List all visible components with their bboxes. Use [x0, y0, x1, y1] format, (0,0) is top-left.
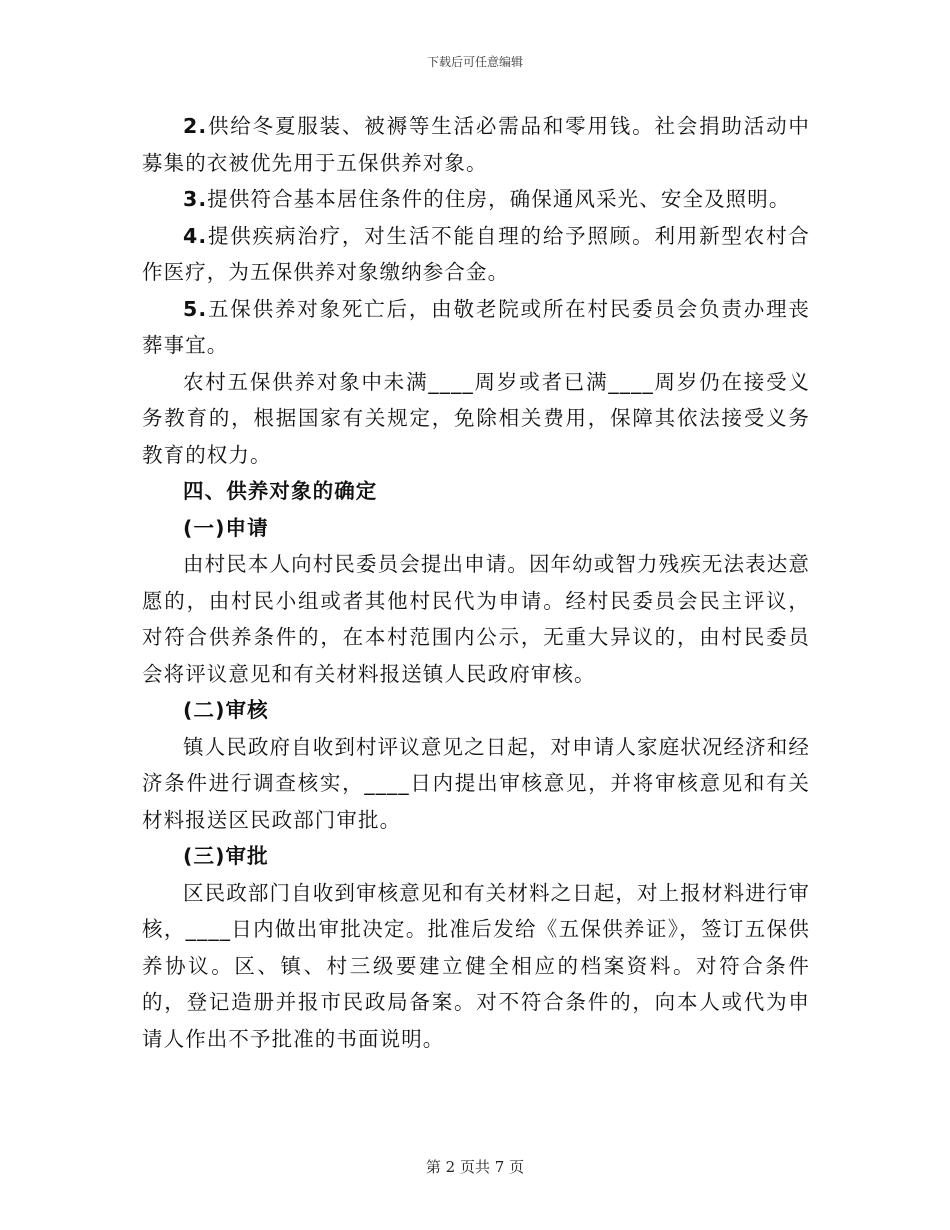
approval-paragraph: 区民政部门自收到审核意见和有关材料之日起，对上报材料进行审核，____日内做出审批决定。批准后发给《五保供养证》，签订五保供养协议。区、镇、村三级要建立健全相应的档案资料。对符合条件的，登记造册并报市民政局备案。对不符合条件的，向本人或代为申请人作出不予批准的书面说明。 — [142, 880, 810, 1051]
item-text: 提供疾病治疗，对生活不能自理的给予照顾。利用新型农村合作医疗，为五保供养对象缴纳参合金。 — [142, 223, 810, 284]
subsection-title-approval: (三)审批 — [183, 844, 269, 868]
section-title: 四、供养对象的确定 — [183, 479, 378, 503]
list-item-5 — [142, 291, 810, 364]
education-paragraph: 农村五保供养对象中未满____周岁或者已满____周岁仍在接受义务教育的，根据国家有关规定，免除相关费用，保障其依法接受义务教育的权力。 — [142, 369, 810, 467]
list-item-4 — [142, 218, 810, 291]
document-body — [142, 108, 810, 1057]
item-number: 2. — [183, 114, 208, 138]
item-number: 5. — [183, 296, 208, 321]
item-number: 4. — [183, 223, 208, 248]
item-text: 供给冬夏服装、被褥等生活必需品和零用钱。社会捐助活动中募集的衣被优先用于五保供养对象。 — [142, 114, 810, 175]
item-text: 提供符合基本居住条件的住房，确保通风采光、安全及照明。 — [207, 187, 791, 211]
subsection-title-review: (二)审核 — [183, 698, 269, 722]
item-text: 五保供养对象死亡后，由敬老院或所在村民委员会负责办理丧葬事宜。 — [142, 296, 810, 357]
list-item-3 — [142, 181, 810, 218]
page-number: 第 2 页共 7 页 — [425, 1158, 525, 1176]
subsection-title-application: (一)申请 — [183, 515, 269, 540]
review-paragraph: 镇人民政府自收到村评议意见之日起，对申请人家庭状况经济和经济条件进行调查核实，____日内提出审核意见，并将审核意见和有关材料报送区民政部门审批。 — [142, 734, 810, 832]
application-paragraph: 由村民本人向村民委员会提出申请。因年幼或智力残疾无法表达意愿的，由村民小组或者其他村民代为申请。经村民委员会民主评议，对符合供养条件的，在本村范围内公示，无重大异议的，由村民委员会将评议意见和有关材料报送镇人民政府审核。 — [142, 552, 810, 686]
list-item-2 — [142, 108, 810, 181]
page-header: 下载后可任意编辑 — [426, 55, 523, 69]
item-number: 3. — [183, 187, 208, 211]
